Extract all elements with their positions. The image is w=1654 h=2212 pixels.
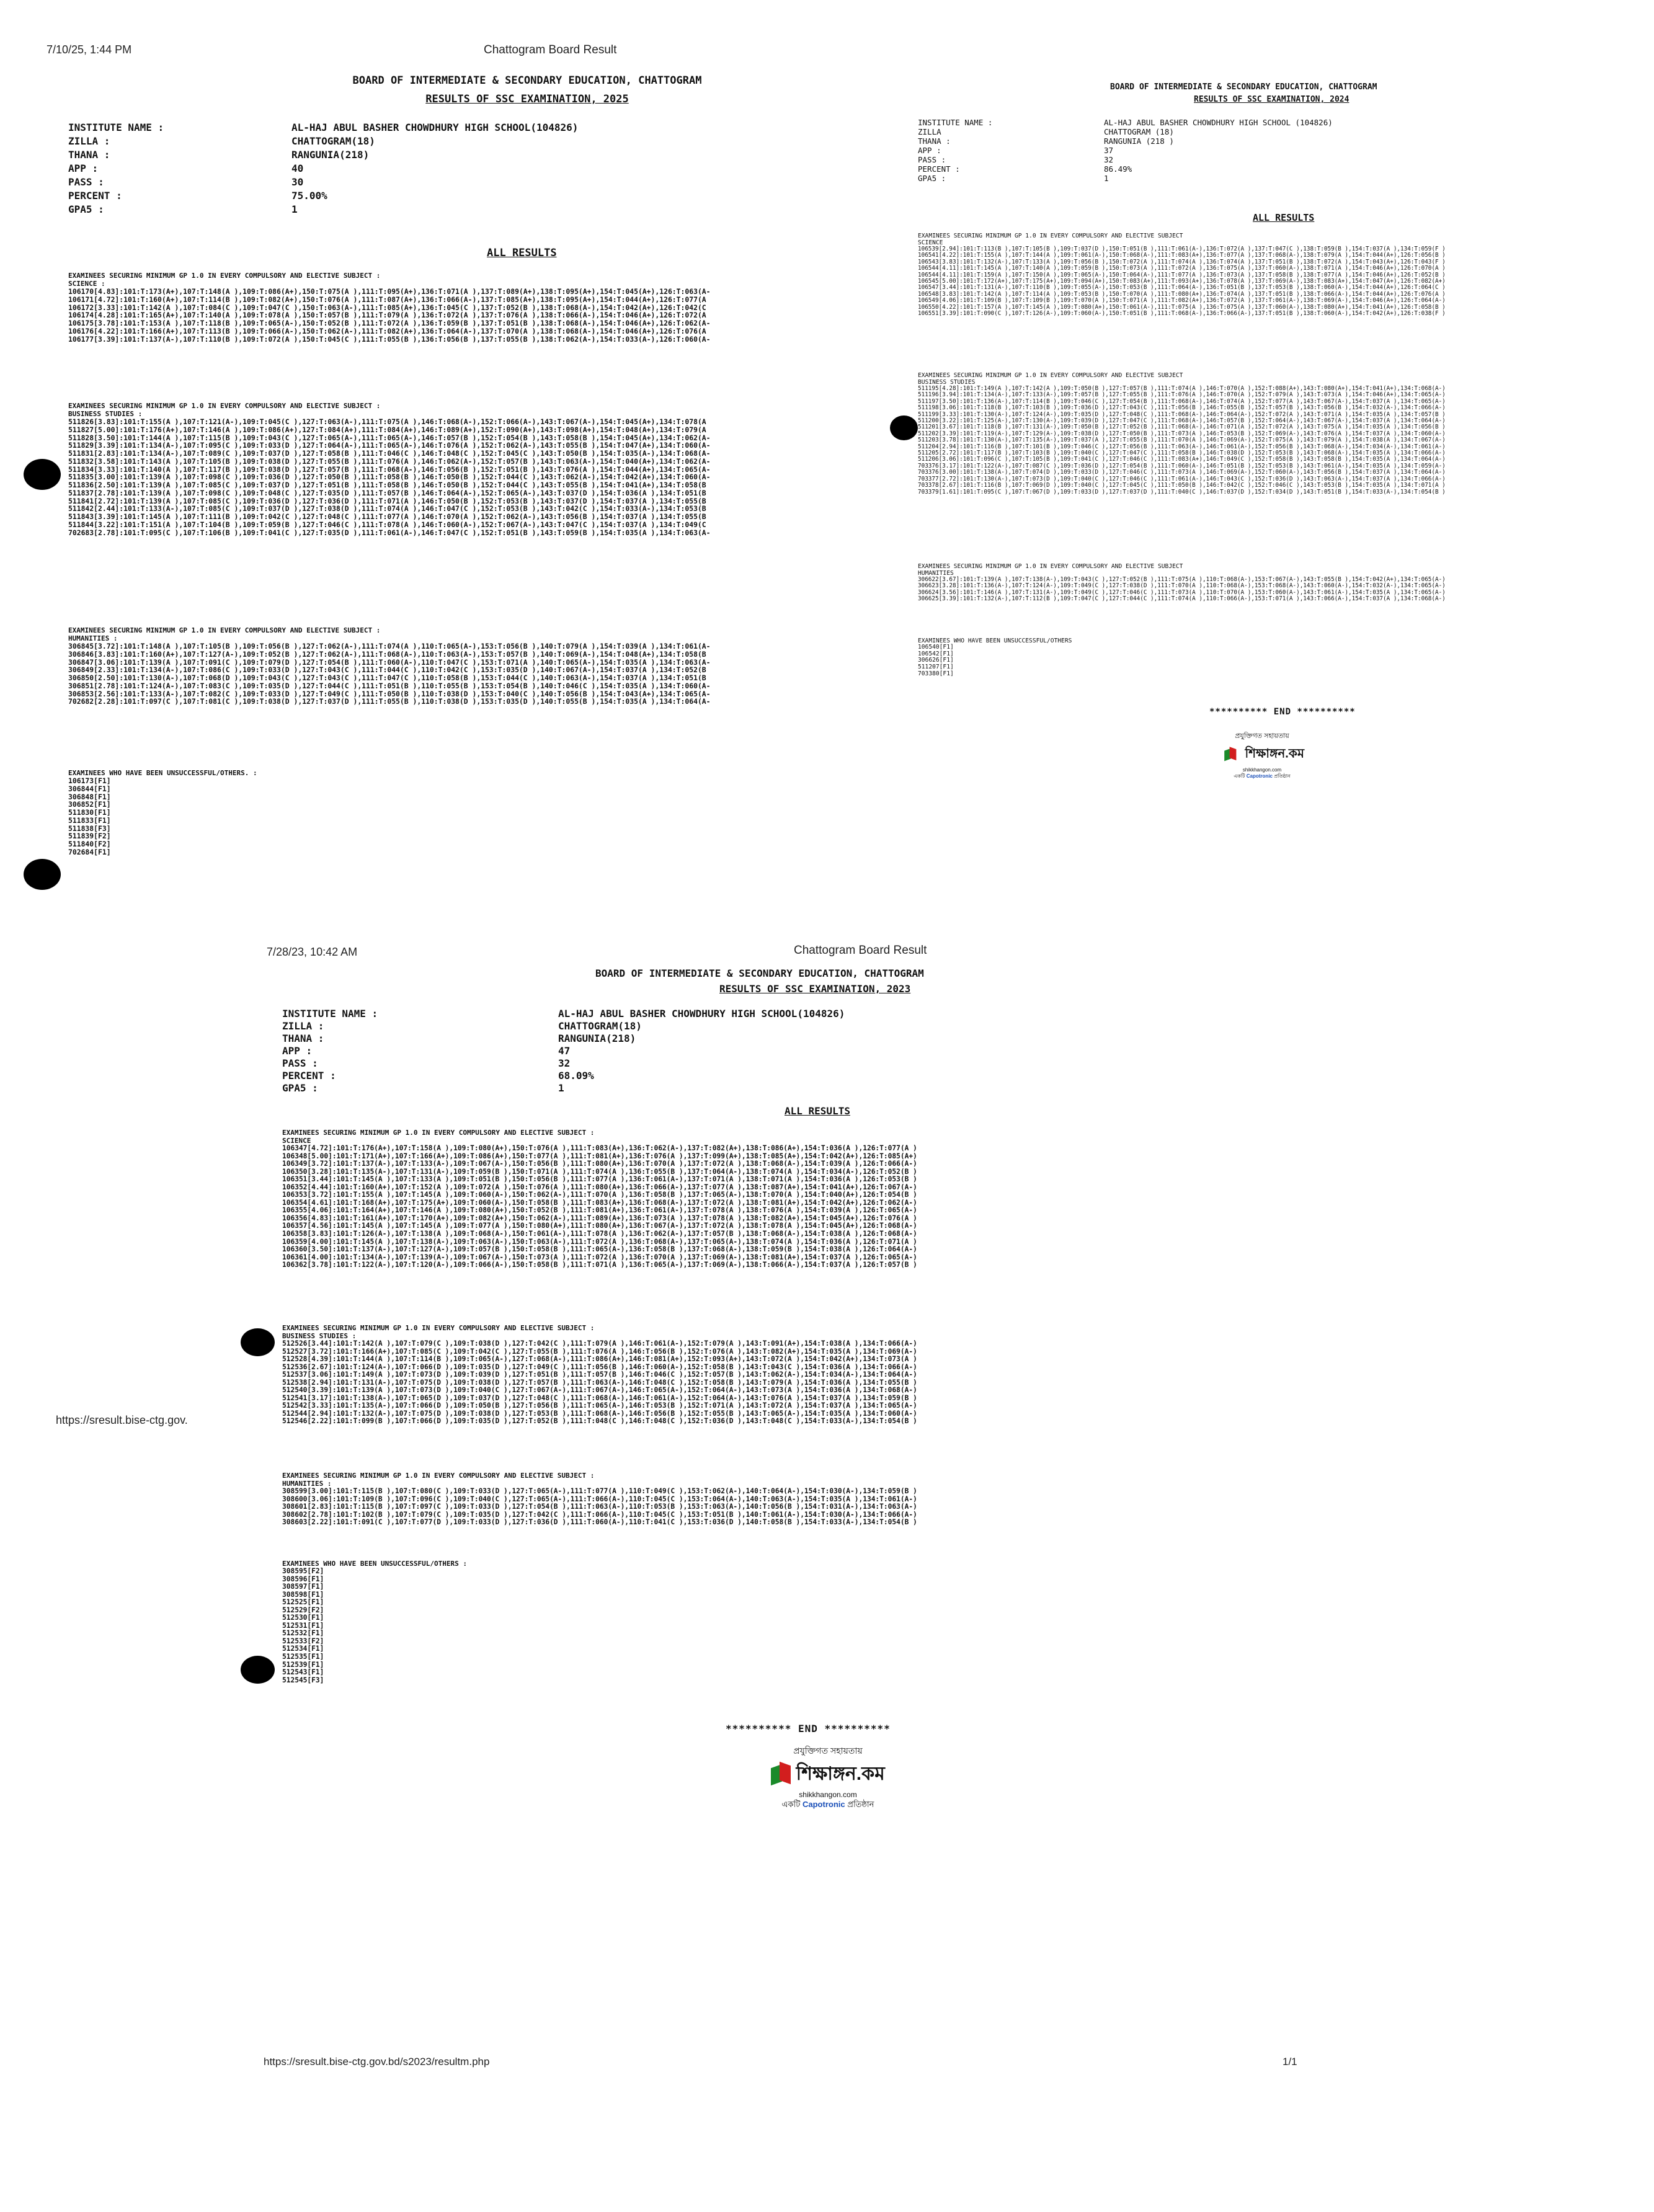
info-values: [1104, 118, 1333, 183]
science-rows: [918, 246, 1446, 317]
result-row: 511828[3.50]:101:T:144(A ),107:T:115(B ),109:T:043(C ),127:T:065(A-),111:T:065(A-),146:T:057(B ),152:T:054(B ),143:T:058(B ),154:T:045(A+),134:T:062(A-: [68, 433, 711, 442]
logo-icon: [1224, 747, 1238, 762]
result-row: 511201[3.67]:101:T:118(B ),107:T:131(A-),109:T:050(B ),127:T:052(B ),111:T:068(A-),146:T:071(A ),152:T:072(A ),143:T:075(A ),154:T:035(A ),134:T:056(B ): [918, 424, 1446, 431]
unsuccessful-rows: [282, 1568, 467, 1684]
result-row: 703376[3.17]:101:T:122(A-),107:T:087(C ),109:T:036(D ),127:T:054(B ),111:T:060(A-),146:T:051(B ),152:T:053(B ),143:T:061(A-),154:T:035(A ),134:T:059(A-): [918, 462, 1446, 469]
all-results-heading: ALL RESULTS: [1253, 212, 1315, 223]
all-results-heading: ALL RESULTS: [785, 1105, 850, 1117]
result-row: 512536[2.67]:101:T:124(A-),107:T:066(D ),109:T:035(D ),127:T:049(C ),111:T:056(B ),146:T:060(A-),152:T:058(B ),143:T:043(C ),154:T:036(A ),134:T:066(A-): [282, 1362, 917, 1371]
result-row: 511197[3.50]:101:T:136(A-),107:T:114(B ),109:T:046(C ),127:T:054(B ),111:T:068(A-),146:T:074(A ),152:T:077(A ),143:T:067(A-),154:T:037(A ),134:T:065(A-): [918, 398, 1446, 405]
result-row: 106548[3.83]:101:T:142(A ),107:T:114(A ),109:T:053(B ),150:T:070(A ),111:T:080(A+),136:T:074(A ),137:T:051(B ),138:T:066(A-),154:T:044(A+),126:T:076(A ): [918, 290, 1446, 298]
unsuccessful-row: 512529[F2]: [282, 1606, 324, 1614]
section-header: EXAMINEES SECURING MINIMUM GP 1.0 IN EVERY COMPULSORY AND ELECTIVE SUBJECT :: [68, 626, 381, 634]
humanities-rows: [68, 642, 711, 706]
group-label: BUSINESS STUDIES :: [68, 410, 143, 418]
result-row: 106351[3.44]:101:T:145(A ),107:T:133(A ),109:T:051(B ),150:T:056(B ),111:T:077(A ),136:T:061(A-),137:T:071(A ),138:T:071(A ),154:T:036(A ),126:T:053(B ): [282, 1175, 917, 1184]
result-row: 106550[4.22]:101:T:157(A ),107:T:145(A ),109:T:080(A+),150:T:061(A-),111:T:075(A ),136:T:075(A ),137:T:060(A-),138:T:080(A+),154:T:041(A+),126:T:058(B ): [918, 303, 1446, 311]
exam-title: RESULTS OF SSC EXAMINATION, 2023: [719, 983, 911, 995]
unsuccessful-row: 511840[F2]: [68, 840, 111, 849]
section-science: [918, 233, 1446, 317]
section-unsuccessful: [282, 1560, 467, 1684]
info-value: 1: [558, 1082, 564, 1094]
info-value: 30: [291, 176, 304, 188]
result-row: 702682[2.28]:101:T:097(C ),107:T:081(C ),109:T:038(D ),127:T:037(D ),111:T:055(B ),110:T:038(D ),153:T:035(D ),140:T:055(B ),154:T:035(A ),134:T:064(A-: [68, 697, 711, 706]
result-row: 106353[3.72]:101:T:155(A ),107:T:145(A ),109:T:060(A-),150:T:062(A-),111:T:070(A ),136:T:058(B ),137:T:065(A-),138:T:070(A ),154:T:040(A+),126:T:054(B ): [282, 1191, 917, 1199]
result-row: 511827[5.00]:101:T:176(A+),107:T:146(A ),109:T:086(A+),127:T:084(A+),111:T:084(A+),146:T:089(A+),152:T:090(A+),143:T:098(A+),154:T:048(A+),134:T:079(A: [68, 425, 706, 434]
result-row: 106544[4.11]:101:T:159(A ),107:T:150(A ),109:T:065(A-),150:T:064(A-),111:T:077(A ),136:T:073(A ),137:T:058(B ),138:T:077(A ),154:T:046(A+),126:T:052(B ): [918, 271, 1446, 278]
info-label: APP :: [918, 146, 941, 155]
result-row: 106543[3.83]:101:T:132(A-),107:T:133(A ),109:T:056(B ),150:T:072(A ),111:T:074(A ),136:T:074(A ),137:T:051(B ),138:T:072(A ),154:T:043(A+),126:T:043(F ): [918, 258, 1446, 265]
info-label: THANA :: [68, 149, 110, 161]
unsuccessful-row: 106540[F1]: [918, 644, 954, 651]
logo-caption: একটি Capotronic প্রতিষ্ঠান: [1234, 773, 1291, 779]
info-label: THANA :: [918, 136, 951, 146]
info-labels: [918, 118, 1104, 183]
result-row: 106360[3.50]:101:T:137(A-),107:T:127(A-),109:T:057(B ),150:T:058(B ),111:T:065(A-),136:T:058(B ),137:T:068(A-),138:T:059(B ),154:T:038(A ),126:T:064(A-): [282, 1245, 917, 1254]
result-row: 306624[3.56]:101:T:146(A ),107:T:131(A-),109:T:049(C ),127:T:046(C ),111:T:073(A ),110:T:070(A ),153:T:060(A-),143:T:061(A-),154:T:035(A ),134:T:065(A-): [918, 589, 1446, 596]
info-label: INSTITUTE NAME :: [68, 122, 164, 133]
group-label: SCIENCE: [282, 1137, 311, 1145]
info-value: AL-HAJ ABUL BASHER CHOWDHURY HIGH SCHOOL (104826): [1104, 118, 1333, 127]
result-row: 512544[2.94]:101:T:132(A-),107:T:075(D ),109:T:038(D ),127:T:053(B ),111:T:068(A-),146:T:056(B ),152:T:055(B ),143:T:065(A-),154:T:035(A ),134:T:060(A-): [282, 1409, 917, 1418]
unsuccessful-row: 702684[F1]: [68, 847, 111, 856]
result-row: 106172[3.33]:101:T:142(A ),107:T:084(C ),109:T:047(C ),150:T:063(A-),111:T:085(A+),136:T:045(C ),137:T:052(B ),138:T:068(A-),154:T:042(A+),126:T:042(C: [68, 303, 706, 312]
info-value: 37: [1104, 146, 1114, 155]
shikkhangon-logo: [750, 1744, 905, 1812]
result-row: 511196[3.94]:101:T:134(A-),107:T:133(A-),109:T:057(B ),127:T:055(B ),111:T:076(A ),146:T:070(A ),152:T:079(A ),143:T:073(A ),154:T:046(A+),134:T:065(A-): [918, 391, 1446, 399]
result-row: 106355[4.06]:101:T:164(A+),107:T:146(A ),109:T:080(A+),150:T:052(B ),111:T:081(A+),136:T:061(A-),137:T:078(A ),138:T:076(A ),154:T:039(A ),126:T:065(A-): [282, 1206, 917, 1215]
result-row: 703378[2.67]:101:T:116(B ),107:T:069(D ),109:T:040(C ),127:T:045(C ),111:T:050(B ),146:T:042(C ),152:T:046(C ),143:T:053(B ),154:T:035(A ),134:T:071(A ): [918, 482, 1446, 489]
section-header: EXAMINEES SECURING MINIMUM GP 1.0 IN EVERY COMPULSORY AND ELECTIVE SUBJECT: [918, 563, 1183, 570]
logo-domain: shikkhangon.com: [1242, 767, 1282, 773]
result-row: 106171[4.72]:101:T:160(A+),107:T:114(B ),109:T:082(A+),150:T:076(A ),111:T:087(A+),136:T:066(A-),137:T:085(A+),138:T:095(A+),154:T:044(A+),126:T:077(A: [68, 295, 706, 304]
result-row: 106551[3.39]:101:T:090(C ),107:T:126(A-),109:T:060(A-),150:T:051(B ),111:T:068(A-),136:T:066(A-),137:T:051(B ),138:T:060(A-),154:T:042(A+),126:T:038(F ): [918, 310, 1446, 318]
info-label: ZILLA :: [68, 135, 110, 147]
info-label: GPA5 :: [918, 174, 946, 183]
info-labels: [68, 121, 291, 216]
result-row: 512542[3.33]:101:T:135(A-),107:T:066(D ),109:T:050(B ),127:T:056(B ),111:T:065(A-),146:T:053(B ),152:T:071(A ),143:T:072(A ),154:T:037(A ),134:T:065(A-): [282, 1401, 917, 1410]
unsuccessful-row: 703380[F1]: [918, 670, 954, 677]
unsuccessful-row: 106173[F1]: [68, 776, 111, 785]
supported-by-text: প্রযুক্তিগত সহায়তায়: [793, 1746, 863, 1756]
section-header: EXAMINEES WHO HAVE BEEN UNSUCCESSFUL/OTHERS. :: [68, 769, 257, 777]
result-row: 511843[3.39]:101:T:145(A ),107:T:111(B ),109:T:042(C ),127:T:048(C ),111:T:077(A ),146:T:070(A ),152:T:062(A-),143:T:056(B ),154:T:037(A ),134:T:055(B: [68, 512, 706, 522]
info-label: GPA5 :: [68, 203, 104, 215]
info-value: AL-HAJ ABUL BASHER CHOWDHURY HIGH SCHOOL(104826): [558, 1008, 845, 1019]
group-label: HUMANITIES :: [68, 634, 118, 642]
result-row: 106541[4.22]:101:T:155(A ),107:T:144(A ),109:T:061(A-),150:T:068(A-),111:T:083(A+),136:T:077(A ),137:T:068(A-),138:T:079(A ),154:T:044(A+),126:T:056(B ): [918, 252, 1446, 259]
section-business: [68, 402, 711, 536]
section-science: [282, 1129, 917, 1269]
business-rows: [282, 1340, 917, 1426]
result-row: 306853[2.56]:101:T:133(A-),107:T:082(C ),109:T:033(D ),127:T:049(C ),111:T:050(B ),110:T:038(D ),153:T:040(C ),140:T:056(B ),154:T:043(A+),134:T:065(A-: [68, 689, 711, 698]
info-value: 1: [291, 203, 298, 215]
result-row: 106354[4.61]:101:T:168(A+),107:T:175(A+),109:T:060(A-),150:T:058(B ),111:T:083(A+),136:T:068(A-),137:T:072(A ),138:T:081(A+),154:T:042(A+),126:T:062(A-): [282, 1198, 917, 1207]
info-label: PASS :: [282, 1057, 318, 1069]
result-row: 511205[2.72]:101:T:117(B ),107:T:103(B ),109:T:040(C ),127:T:047(C ),111:T:058(B ),146:T:038(D ),152:T:053(B ),143:T:068(A-),154:T:035(A ),134:T:066(A-): [918, 450, 1446, 457]
info-value: 47: [558, 1045, 571, 1057]
institute-info: [918, 118, 1333, 183]
logo-name: শিক্ষাঙ্গন.কম: [1245, 747, 1304, 761]
logo-name: শিক্ষাঙ্গন.কম: [796, 1764, 885, 1784]
result-row: 106348[5.00]:101:T:171(A+),107:T:166(A+),109:T:086(A+),150:T:077(A ),111:T:081(A+),136:T:076(A ),137:T:099(A+),138:T:085(A+),154:T:042(A+),126:T:085(A+): [282, 1152, 917, 1160]
group-label: HUMANITIES :: [282, 1480, 332, 1488]
result-row: 512546[2.22]:101:T:099(B ),107:T:066(D ),109:T:035(D ),127:T:052(B ),111:T:048(C ),146:T:048(C ),152:T:036(D ),143:T:048(C ),154:T:033(A-),134:T:054(B ): [282, 1417, 917, 1426]
result-row: 511203[3.78]:101:T:130(A-),107:T:135(A-),109:T:037(A ),127:T:055(B ),111:T:070(A ),146:T:069(A-),152:T:075(A ),143:T:079(A ),154:T:038(A ),134:T:067(A-): [918, 437, 1446, 444]
result-row: 511841[2.72]:101:T:139(A ),107:T:085(C ),109:T:036(D ),127:T:036(D ),111:T:071(A ),146:T:050(B ),152:T:053(B ),143:T:037(D ),154:T:037(A ),134:T:055(B: [68, 496, 706, 505]
result-row: 511826[3.83]:101:T:155(A ),107:T:121(A-),109:T:045(C ),127:T:063(A-),111:T:075(A ),146:T:068(A-),152:T:066(A-),143:T:067(A-),154:T:045(A+),134:T:078(A: [68, 417, 706, 426]
result-row: 306623[3.28]:101:T:136(A-),107:T:124(A-),109:T:049(C ),127:T:038(D ),111:T:070(A ),110:T:068(A-),153:T:068(A-),143:T:060(A-),154:T:032(A-),134:T:065(A-): [918, 582, 1446, 590]
board-name: BOARD OF INTERMEDIATE & SECONDARY EDUCATION, CHATTOGRAM: [595, 967, 924, 979]
result-row: 511202[3.39]:101:T:119(A-),107:T:129(A-),109:T:038(D ),127:T:050(B ),111:T:073(A ),146:T:053(B ),152:T:069(A-),143:T:076(A ),154:T:037(A ),134:T:060(A-): [918, 430, 1446, 437]
group-label: BUSINESS STUDIES: [918, 379, 976, 386]
section-header: EXAMINEES SECURING MINIMUM GP 1.0 IN EVERY COMPULSORY AND ELECTIVE SUBJECT :: [68, 272, 381, 280]
punch-hole-mark: [241, 1656, 275, 1684]
result-row: 511199[3.33]:101:T:130(A-),107:T:124(A-),109:T:035(D ),127:T:048(C ),111:T:068(A-),146:T:064(A-),152:T:072(A ),143:T:071(A ),154:T:035(A ),134:T:057(B ): [918, 411, 1446, 418]
result-row: 308599[3.00]:101:T:115(B ),107:T:080(C ),109:T:033(D ),127:T:065(A-),111:T:077(A ),110:T:049(C ),153:T:062(A-),140:T:064(A-),154:T:030(A-),134:T:059(B ): [282, 1487, 917, 1495]
result-row: 512528[4.39]:101:T:144(A ),107:T:114(B ),109:T:065(A-),127:T:068(A-),111:T:086(A+),146:T:081(A+),152:T:093(A+),143:T:072(A ),154:T:042(A+),134:T:073(A ): [282, 1355, 917, 1364]
section-humanities: [282, 1472, 917, 1527]
print-timestamp: 7/10/25, 1:44 PM: [47, 43, 132, 56]
section-header: EXAMINEES SECURING MINIMUM GP 1.0 IN EVERY COMPULSORY AND ELECTIVE SUBJECT :: [282, 1324, 595, 1332]
info-label: PASS :: [918, 155, 946, 164]
info-values: [291, 121, 578, 216]
result-row: 511829[3.39]:101:T:134(A-),107:T:095(C ),109:T:033(D ),127:T:064(A-),111:T:065(A-),146:T:076(A ),152:T:062(A-),143:T:055(B ),154:T:047(A+),134:T:060(A-: [68, 441, 711, 450]
group-label: SCIENCE :: [68, 280, 105, 288]
section-header: EXAMINEES SECURING MINIMUM GP 1.0 IN EVERY COMPULSORY AND ELECTIVE SUBJECT :: [282, 1129, 595, 1137]
exam-title: RESULTS OF SSC EXAMINATION, 2024: [1194, 95, 1349, 104]
unsuccessful-row: 512535[F1]: [282, 1653, 324, 1661]
result-row: 511204[2.94]:101:T:116(B ),107:T:101(B ),109:T:046(C ),127:T:056(B ),111:T:063(A-),146:T:061(A-),152:T:056(B ),143:T:068(A-),154:T:034(A-),134:T:061(A-): [918, 443, 1446, 450]
business-rows: [68, 418, 711, 536]
info-label: PERCENT :: [68, 190, 122, 202]
info-value: CHATTOGRAM(18): [291, 135, 375, 147]
result-row: 512527[3.72]:101:T:166(A+),107:T:085(C ),109:T:042(C ),127:T:055(B ),111:T:076(A ),146:T:056(B ),152:T:076(A ),143:T:082(A+),154:T:035(A ),134:T:069(A-): [282, 1347, 917, 1356]
info-value: 32: [1104, 155, 1114, 164]
info-label: PERCENT :: [282, 1070, 336, 1082]
humanities-rows: [282, 1488, 917, 1527]
institute-info: [282, 1008, 845, 1095]
info-value: AL-HAJ ABUL BASHER CHOWDHURY HIGH SCHOOL(104826): [291, 122, 579, 133]
section-header: EXAMINEES WHO HAVE BEEN UNSUCCESSFUL/OTHERS :: [282, 1560, 468, 1568]
exam-title: RESULTS OF SSC EXAMINATION, 2025: [425, 93, 629, 105]
result-row: 511832[3.58]:101:T:143(A ),107:T:105(B ),109:T:038(D ),127:T:055(B ),111:T:076(A ),146:T:062(A-),152:T:057(B ),143:T:063(A-),154:T:040(A+),134:T:062(A-: [68, 456, 711, 466]
section-business: [282, 1324, 917, 1426]
section-header: EXAMINEES WHO HAVE BEEN UNSUCCESSFUL/OTHERS: [918, 637, 1072, 644]
info-label: APP :: [282, 1045, 313, 1057]
result-row: 106549[4.06]:101:T:109(B ),107:T:109(B ),109:T:070(A ),150:T:071(A ),111:T:082(A+),136:T:072(A ),137:T:061(A-),138:T:069(A-),154:T:046(A+),126:T:064(A-): [918, 297, 1446, 304]
unsuccessful-row: 511830[F1]: [68, 808, 111, 817]
result-row: 106539[2.94]:101:T:113(B ),107:T:105(B ),109:T:037(D ),150:T:051(B ),111:T:061(A-),136:T:072(A ),137:T:047(C ),138:T:059(B ),154:T:037(A ),134:T:059(F ): [918, 246, 1446, 252]
result-row: 306847[3.06]:101:T:139(A ),107:T:091(C ),109:T:079(D ),127:T:054(B ),111:T:060(A-),110:T:047(C ),153:T:071(A ),140:T:065(A-),154:T:035(A ),134:T:063(A-: [68, 657, 711, 667]
result-row: 106177[3.39]:101:T:137(A-),107:T:110(B ),109:T:072(A ),150:T:045(C ),111:T:055(B ),136:T:056(B ),137:T:055(B ),138:T:062(A-),154:T:033(A-),126:T:060(A-: [68, 334, 711, 344]
print-timestamp: 7/28/23, 10:42 AM: [267, 946, 358, 958]
shikkhangon-logo: [1212, 731, 1312, 781]
info-label: THANA :: [282, 1033, 324, 1044]
info-label: INSTITUTE NAME :: [282, 1008, 378, 1019]
science-rows: [68, 288, 711, 343]
logo-icon: [771, 1762, 793, 1787]
end-marker: ********** END **********: [1209, 707, 1356, 717]
info-values: [558, 1008, 845, 1095]
info-value: RANGUNIA(218): [558, 1033, 636, 1044]
unsuccessful-row: 306626[F1]: [918, 657, 954, 664]
result-row: 511835[3.00]:101:T:139(A ),107:T:098(C ),109:T:036(D ),127:T:050(B ),111:T:058(B ),146:T:050(B ),152:T:044(C ),143:T:062(A-),154:T:042(A+),134:T:060(A-: [68, 473, 711, 482]
result-row: 511198[3.06]:101:T:118(B ),107:T:103(B ),109:T:036(D ),127:T:043(C ),111:T:056(B ),146:T:055(B ),152:T:057(B ),143:T:056(B ),154:T:032(A-),134:T:066(A-): [918, 404, 1446, 412]
unsuccessful-row: 512532[F1]: [282, 1629, 324, 1638]
result-row: 106350[3.28]:101:T:135(A-),107:T:131(A-),109:T:059(B ),150:T:071(A ),111:T:074(A ),136:T:055(B ),137:T:064(A-),138:T:074(A ),154:T:034(A-),126:T:052(B ): [282, 1167, 917, 1176]
science-rows: [282, 1145, 917, 1269]
section-header: EXAMINEES SECURING MINIMUM GP 1.0 IN EVERY COMPULSORY AND ELECTIVE SUBJECT: [918, 233, 1183, 239]
info-value: 40: [291, 162, 304, 174]
board-name: BOARD OF INTERMEDIATE & SECONDARY EDUCATION, CHATTOGRAM: [352, 74, 702, 87]
group-label: HUMANITIES: [918, 570, 954, 577]
unsuccessful-row: 512525[F1]: [282, 1598, 324, 1607]
result-row: 106356[4.83]:101:T:161(A+),107:T:170(A+),109:T:082(A+),150:T:062(A-),111:T:089(A+),136:T:073(A ),137:T:078(A ),138:T:082(A+),154:T:045(A+),126:T:076(A ): [282, 1214, 917, 1222]
logo-domain: shikkhangon.com: [799, 1790, 857, 1799]
business-rows: [918, 386, 1446, 495]
group-label: SCIENCE: [918, 239, 943, 246]
unsuccessful-row: 511207[F1]: [918, 664, 954, 671]
result-row: 703377[2.72]:101:T:130(A-),107:T:073(D ),109:T:040(C ),127:T:046(C ),111:T:061(A-),146:T:043(C ),152:T:036(D ),143:T:063(A-),154:T:037(A ),134:T:066(A-): [918, 475, 1446, 482]
result-row: 512540[3.39]:101:T:139(A ),107:T:073(D ),109:T:040(C ),127:T:067(A-),111:T:067(A-),146:T:065(A-),152:T:064(A-),143:T:073(A ),154:T:036(A ),134:T:068(A-): [282, 1386, 917, 1395]
result-row: 512538[2.94]:101:T:131(A-),107:T:075(D ),109:T:038(D ),127:T:057(B ),111:T:063(A-),146:T:048(C ),152:T:058(B ),143:T:079(A ),154:T:036(A ),134:T:055(B ): [282, 1378, 917, 1387]
result-row: 308600[3.06]:101:T:109(B ),107:T:096(C ),109:T:040(C ),127:T:065(A-),111:T:066(A-),110:T:045(C ),153:T:064(A-),140:T:063(A-),154:T:035(A ),134:T:061(A-): [282, 1495, 917, 1503]
info-value: RANGUNIA (218 ): [1104, 136, 1174, 146]
result-row: 308601[2.83]:101:T:115(B ),107:T:097(C ),109:T:033(D ),127:T:054(B ),111:T:063(A-),110:T:053(B ),153:T:063(A-),140:T:056(B ),154:T:031(A-),134:T:063(A-): [282, 1503, 917, 1511]
board-name: BOARD OF INTERMEDIATE & SECONDARY EDUCATION, CHATTOGRAM: [1110, 82, 1377, 92]
punch-hole-mark: [890, 415, 918, 440]
section-unsuccessful: [68, 769, 257, 856]
info-value: CHATTOGRAM (18): [1104, 127, 1174, 136]
result-row: 106359[4.00]:101:T:145(A ),107:T:138(A-),109:T:063(A-),150:T:063(A-),111:T:072(A ),136:T:068(A-),137:T:065(A-),138:T:074(A ),154:T:036(A ),126:T:071(A ): [282, 1237, 917, 1246]
end-marker: ********** END **********: [726, 1723, 891, 1735]
result-row: 308602[2.78]:101:T:102(B ),107:T:079(C ),109:T:035(D ),127:T:042(C ),111:T:066(A-),110:T:045(C ),153:T:051(B ),140:T:061(A-),154:T:030(A-),134:T:066(A-): [282, 1510, 917, 1519]
site-title: Chattogram Board Result: [484, 43, 617, 56]
result-row: 306625[3.39]:101:T:132(A-),107:T:112(B ),109:T:047(C ),127:T:044(C ),111:T:074(A ),110:T:066(A-),153:T:071(A ),143:T:066(A-),154:T:037(A ),134:T:068(A-): [918, 595, 1446, 603]
result-row: 106545[5.00]:101:T:172(A+),107:T:175(A+),109:T:094(A+),150:T:083(A+),111:T:093(A+),136:T:078(A ),137:T:069(A-),138:T:083(A+),154:T:047(A+),126:T:082(A+): [918, 278, 1446, 285]
result-row: 511206[3.06]:101:T:096(C ),107:T:105(B ),109:T:041(C ),127:T:046(C ),111:T:083(A+),146:T:049(C ),152:T:058(B ),143:T:058(B ),154:T:035(A ),134:T:064(A-): [918, 456, 1446, 463]
punch-hole-mark: [241, 1328, 275, 1356]
section-header: EXAMINEES SECURING MINIMUM GP 1.0 IN EVERY COMPULSORY AND ELECTIVE SUBJECT: [918, 372, 1183, 379]
info-value: 32: [558, 1057, 571, 1069]
unsuccessful-row: 512534[F1]: [282, 1645, 324, 1653]
result-row: 106544[4.11]:101:T:145(A ),107:T:140(A ),109:T:059(B ),150:T:073(A ),111:T:072(A ),136:T:075(A ),137:T:060(A-),138:T:071(A ),154:T:046(A+),126:T:070(A ): [918, 265, 1446, 272]
result-row: 106352[4.44]:101:T:160(A+),107:T:152(A ),109:T:072(A ),150:T:076(A ),111:T:080(A+),136:T:066(A-),137:T:077(A ),138:T:087(A+),154:T:041(A+),126:T:067(A-): [282, 1183, 917, 1191]
info-label: PERCENT :: [918, 164, 960, 174]
result-row: 702683[2.78]:101:T:095(C ),107:T:106(B ),109:T:041(C ),127:T:035(D ),111:T:061(A-),146:T:047(C ),152:T:051(B ),143:T:059(B ),154:T:035(A ),134:T:063(A-: [68, 528, 711, 537]
punch-hole-mark: [24, 859, 61, 890]
result-row: 106170[4.83]:101:T:173(A+),107:T:148(A ),109:T:086(A+),150:T:075(A ),111:T:095(A+),136:T:071(A ),137:T:089(A+),138:T:095(A+),154:T:045(A+),126:T:063(A-: [68, 287, 711, 296]
info-value: 1: [1104, 174, 1109, 183]
result-row: 512526[3.44]:101:T:142(A ),107:T:079(C ),109:T:038(D ),127:T:042(C ),111:T:079(A ),146:T:061(A-),152:T:079(A ),143:T:091(A+),154:T:038(A ),134:T:066(A-): [282, 1339, 917, 1348]
info-label: INSTITUTE NAME :: [918, 118, 993, 127]
unsuccessful-row: 511833[F1]: [68, 815, 111, 825]
info-label: GPA5 :: [282, 1082, 318, 1094]
result-row: 512537[3.06]:101:T:149(A ),107:T:073(D ),109:T:039(D ),127:T:051(B ),111:T:057(B ),146:T:046(C ),152:T:057(B ),143:T:062(A-),154:T:034(A-),134:T:064(A-): [282, 1370, 917, 1379]
institute-info: [68, 121, 578, 216]
unsuccessful-row: 306848[F1]: [68, 792, 111, 801]
unsuccessful-row: 306844[F1]: [68, 784, 111, 793]
unsuccessful-row: 512539[F1]: [282, 1660, 324, 1669]
unsuccessful-row: 308597[F1]: [282, 1583, 324, 1591]
unsuccessful-row: 512531[F1]: [282, 1621, 324, 1630]
result-row: 306849[2.33]:101:T:134(A-),107:T:086(C ),109:T:033(D ),127:T:043(C ),111:T:044(C ),110:T:042(C ),153:T:035(D ),140:T:067(A-),154:T:037(A ),134:T:052(B: [68, 665, 706, 675]
section-humanities: [918, 563, 1446, 603]
info-label: PASS :: [68, 176, 104, 188]
unsuccessful-rows: [68, 777, 257, 856]
info-value: 86.49%: [1104, 164, 1132, 174]
result-row: 106175[3.78]:101:T:153(A ),107:T:118(B ),109:T:065(A-),150:T:052(B ),111:T:072(A ),136:T:059(B ),137:T:051(B ),138:T:068(A-),154:T:046(A+),126:T:062(A-: [68, 319, 711, 328]
result-row: 511831[2.83]:101:T:134(A-),107:T:089(C ),109:T:037(D ),127:T:058(B ),111:T:046(C ),146:T:048(C ),152:T:045(C ),143:T:050(B ),154:T:035(A-),134:T:068(A-: [68, 449, 711, 458]
result-row: 106349[3.72]:101:T:137(A-),107:T:133(A-),109:T:067(A-),150:T:056(B ),111:T:080(A+),136:T:070(A ),137:T:072(A ),138:T:068(A-),154:T:039(A ),126:T:066(A-): [282, 1160, 917, 1168]
unsuccessful-row: 512533[F2]: [282, 1637, 324, 1645]
result-row: 106358[3.83]:101:T:126(A-),107:T:138(A ),109:T:068(A-),150:T:061(A-),111:T:078(A ),136:T:062(A-),137:T:057(B ),138:T:068(A-),154:T:038(A ),126:T:068(A-): [282, 1230, 917, 1238]
result-row: 511844[3.22]:101:T:151(A ),107:T:104(B ),109:T:059(B ),127:T:046(C ),111:T:078(A ),146:T:060(A-),152:T:067(A-),143:T:047(C ),154:T:037(A ),134:T:049(C: [68, 520, 706, 529]
result-row: 703379[1.61]:101:T:095(C ),107:T:067(D ),109:T:033(D ),127:T:037(D ),111:T:040(C ),146:T:037(D ),152:T:034(D ),143:T:051(B ),154:T:033(A-),134:T:054(B ): [918, 488, 1446, 495]
section-humanities: [68, 626, 711, 706]
result-row: 106176[4.22]:101:T:166(A+),107:T:113(B ),109:T:066(A-),150:T:062(A-),111:T:082(A+),136:T:064(A-),137:T:070(A ),138:T:068(A-),154:T:046(A+),126:T:076(A: [68, 326, 706, 335]
result-row: 106362[3.78]:101:T:122(A-),107:T:120(A-),109:T:066(A-),150:T:058(B ),111:T:071(A ),136:T:065(A-),137:T:069(A-),138:T:066(A-),154:T:037(A ),126:T:057(B ): [282, 1261, 917, 1269]
side-url[interactable]: https://sresult.bise-ctg.gov.: [56, 1414, 188, 1426]
result-row: 512541[3.17]:101:T:138(A-),107:T:065(D ),109:T:037(D ),127:T:048(C ),111:T:068(A-),146:T:061(A-),152:T:064(A-),143:T:076(A ),154:T:037(A ),134:T:059(B ): [282, 1393, 917, 1402]
unsuccessful-row: 308598[F1]: [282, 1590, 324, 1599]
unsuccessful-row: 511838[F3]: [68, 824, 111, 833]
result-row: 703376[3.00]:101:T:138(A-),107:T:074(D ),109:T:033(D ),127:T:046(C ),111:T:073(A ),146:T:069(A-),152:T:060(A-),143:T:056(B ),154:T:037(A ),134:T:064(A-): [918, 469, 1446, 476]
page-number: 1/1: [1283, 2056, 1297, 2068]
result-row: 511842[2.44]:101:T:133(A-),107:T:085(C ),109:T:037(D ),127:T:038(D ),111:T:074(A ),146:T:047(C ),152:T:053(B ),143:T:042(C ),154:T:033(A-),134:T:053(B: [68, 504, 706, 513]
unsuccessful-row: 512530[F1]: [282, 1614, 324, 1622]
unsuccessful-row: 308596[F1]: [282, 1575, 324, 1583]
result-row: 106347[4.72]:101:T:176(A+),107:T:158(A ),109:T:080(A+),150:T:076(A ),111:T:083(A+),136:T:062(A-),137:T:082(A+),138:T:086(A+),154:T:036(A ),126:T:077(A ): [282, 1144, 917, 1152]
site-title: Chattogram Board Result: [794, 944, 927, 957]
info-value: RANGUNIA(218): [291, 149, 370, 161]
result-row: 511200[3.22]:101:T:125(A-),107:T:130(A-),109:T:039(D ),127:T:047(C ),111:T:068(A-),146:T:057(B ),152:T:064(A-),143:T:067(A-),154:T:037(A ),134:T:064(A-): [918, 417, 1446, 425]
group-label: BUSINESS STUDIES :: [282, 1332, 357, 1340]
unsuccessful-row: 511839[F2]: [68, 832, 111, 841]
result-row: 106361[4.00]:101:T:134(A-),107:T:139(A-),109:T:067(A-),150:T:073(A ),111:T:072(A ),136:T:070(A ),137:T:069(A-),138:T:081(A+),154:T:037(A ),126:T:065(A-): [282, 1253, 917, 1261]
info-value: CHATTOGRAM(18): [558, 1020, 642, 1032]
info-label: APP :: [68, 162, 99, 174]
all-results-heading: ALL RESULTS: [487, 247, 557, 259]
result-row: 106547[3.44]:101:T:131(A-),107:T:110(B ),109:T:055(A-),150:T:053(B ),111:T:064(A-),136:T:051(B ),137:T:053(B ),138:T:060(A-),154:T:044(A+),126:T:064(C ): [918, 284, 1446, 291]
section-header: EXAMINEES SECURING MINIMUM GP 1.0 IN EVERY COMPULSORY AND ELECTIVE SUBJECT :: [282, 1472, 595, 1480]
unsuccessful-row: 306852[F1]: [68, 800, 111, 809]
unsuccessful-row: 106542[F1]: [918, 650, 954, 657]
info-label: ZILLA: [918, 127, 941, 136]
humanities-rows: [918, 577, 1446, 603]
section-header: EXAMINEES SECURING MINIMUM GP 1.0 IN EVERY COMPULSORY AND ELECTIVE SUBJECT :: [68, 402, 381, 410]
info-labels: [282, 1008, 558, 1095]
logo-caption: একটি Capotronic প্রতিষ্ঠান: [781, 1800, 874, 1809]
info-value: 68.09%: [558, 1070, 594, 1082]
footer-url[interactable]: https://sresult.bise-ctg.gov.bd/s2023/resultm.php: [264, 2056, 490, 2068]
result-row: 106357[4.56]:101:T:145(A ),107:T:145(A ),109:T:077(A ),150:T:080(A+),111:T:080(A+),136:T:067(A-),137:T:072(A ),138:T:078(A ),154:T:045(A+),126:T:068(A-): [282, 1222, 917, 1230]
section-business: [918, 372, 1446, 495]
result-row: 308603[2.22]:101:T:091(C ),107:T:077(D ),109:T:033(D ),127:T:036(D ),111:T:060(A-),110:T:041(C ),153:T:036(D ),140:T:058(B ),154:T:033(A-),134:T:054(B ): [282, 1518, 917, 1527]
result-row: 511836[2.50]:101:T:139(A ),107:T:085(C ),109:T:037(D ),127:T:051(B ),111:T:058(B ),146:T:050(B ),152:T:044(C ),143:T:055(B ),154:T:041(A+),134:T:058(B: [68, 481, 706, 490]
info-value: 75.00%: [291, 190, 327, 202]
punch-hole-mark: [24, 459, 61, 490]
result-row: 511195[4.28]:101:T:149(A ),107:T:142(A ),109:T:050(B ),127:T:057(B ),111:T:074(A ),146:T:070(A ),152:T:088(A+),143:T:080(A+),154:T:041(A+),134:T:068(A-): [918, 385, 1446, 392]
result-row: 306851[2.78]:101:T:124(A-),107:T:083(C ),109:T:035(D ),127:T:044(C ),111:T:051(B ),110:T:055(B ),153:T:054(B ),140:T:046(C ),154:T:035(A ),134:T:060(A-: [68, 681, 711, 690]
section-science: [68, 272, 711, 343]
unsuccessful-row: 512543[F1]: [282, 1668, 324, 1677]
unsuccessful-row: 308595[F2]: [282, 1567, 324, 1575]
section-unsuccessful: [918, 637, 1072, 678]
result-row: 511837[2.78]:101:T:139(A ),107:T:098(C ),109:T:048(C ),127:T:035(D ),111:T:057(B ),146:T:064(A-),152:T:065(A-),143:T:037(D ),154:T:036(A ),134:T:051(B: [68, 488, 706, 497]
result-row: 306622[3.67]:101:T:139(A ),107:T:138(A-),109:T:043(C ),127:T:052(B ),111:T:075(A ),110:T:068(A-),153:T:067(A-),143:T:055(B ),154:T:042(A+),134:T:065(A-): [918, 576, 1446, 583]
result-row: 306850[2.50]:101:T:130(A-),107:T:068(D ),109:T:043(C ),127:T:043(C ),111:T:047(C ),110:T:058(B ),153:T:044(C ),140:T:063(A-),154:T:037(A ),134:T:051(B: [68, 673, 706, 683]
supported-by-text: প্রযুক্তিগত সহায়তায়: [1235, 732, 1289, 740]
unsuccessful-row: 512545[F3]: [282, 1676, 324, 1684]
info-label: ZILLA :: [282, 1020, 324, 1032]
result-row: 106174[4.28]:101:T:165(A+),107:T:140(A ),109:T:078(A ),150:T:057(B ),111:T:079(A ),136:T:072(A ),137:T:076(A ),138:T:066(A-),154:T:046(A+),126:T:072(A: [68, 311, 706, 320]
result-row: 306846[3.83]:101:T:160(A+),107:T:127(A-),109:T:052(B ),127:T:062(A-),111:T:068(A-),110:T:063(A-),153:T:057(B ),140:T:069(A-),154:T:048(A+),134:T:058(B: [68, 649, 706, 659]
result-row: 511834[3.33]:101:T:140(A ),107:T:117(B ),109:T:038(D ),127:T:057(B ),111:T:068(A-),146:T:056(B ),152:T:051(B ),143:T:076(A ),154:T:044(A+),134:T:065(A-: [68, 464, 711, 474]
unsuccessful-rows: [918, 644, 1072, 678]
result-row: 306845[3.72]:101:T:148(A ),107:T:105(B ),109:T:056(B ),127:T:062(A-),111:T:074(A ),110:T:065(A-),153:T:056(B ),140:T:079(A ),154:T:039(A ),134:T:061(A-: [68, 642, 711, 651]
